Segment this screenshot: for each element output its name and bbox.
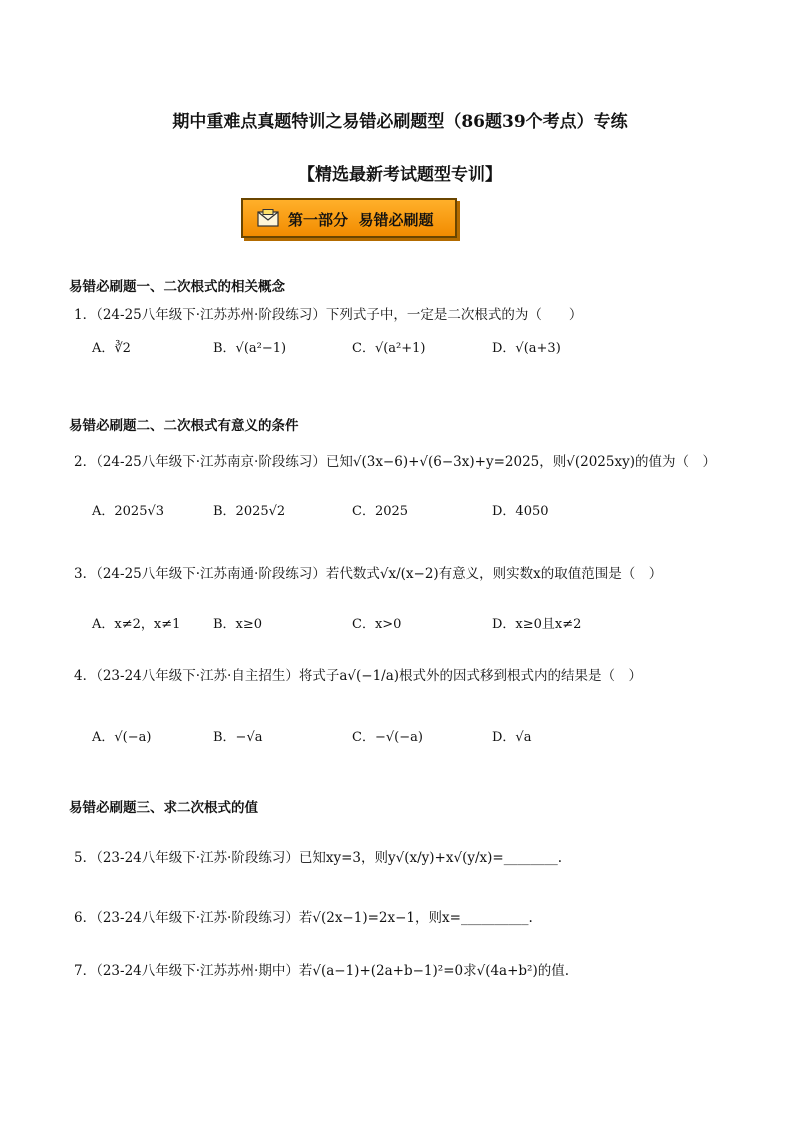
question-number: 1． [74, 307, 97, 323]
question-source: （23-24八年级下·江苏·阶段练习） [96, 850, 299, 866]
option-c [352, 337, 426, 356]
option-text: A．√(−a) [92, 730, 152, 745]
question-source: （24-25八年级下·江苏苏州·阶段练习） [96, 307, 326, 323]
option-c [352, 613, 401, 632]
question-source: （23-24八年级下·江苏·阶段练习） [96, 910, 299, 926]
option-c [352, 726, 423, 745]
option-d [492, 500, 549, 519]
option-text: D．4050 [492, 504, 549, 519]
question-7 [74, 959, 569, 979]
question-stem: 若代数式√x/(x−2)有意义，则实数x的取值范围是（ ） [325, 566, 663, 582]
option-a [92, 613, 180, 632]
option-a [92, 500, 164, 519]
question-stem: 若√(a−1)+(2a+b−1)²=0求√(4a+b²)的值. [298, 963, 570, 979]
option-b [213, 337, 286, 356]
question-number: 6． [74, 910, 97, 926]
question-source: （24-25八年级下·江苏南京·阶段练习） [96, 454, 326, 470]
envelope-icon [257, 209, 279, 231]
option-text: D．√a [492, 730, 532, 745]
question-4 [74, 664, 642, 684]
page-subtitle: 【精选最新考试题型专训】 [298, 165, 502, 185]
option-a [92, 337, 131, 356]
page-title: 期中重难点真题特训之易错必刷题型（86题39个考点）专练 [172, 112, 628, 132]
option-c [352, 500, 408, 519]
section-heading-1: 易错必刷题一、二次根式的相关概念 [69, 279, 285, 295]
option-d [492, 337, 561, 356]
option-d [492, 726, 531, 745]
option-text: C．2025 [352, 504, 409, 519]
question-number: 7． [74, 963, 97, 979]
section-heading-3: 易错必刷题三、求二次根式的值 [69, 800, 258, 816]
question-number: 3． [74, 566, 97, 582]
question-number: 4． [74, 668, 97, 684]
question-number: 5． [74, 850, 97, 866]
option-text: C．x>0 [352, 617, 402, 632]
option-b [213, 613, 262, 632]
question-source: （23-24八年级下·江苏苏州·期中） [96, 963, 299, 979]
option-a [92, 726, 151, 745]
section-heading-2: 易错必刷题二、二次根式有意义的条件 [69, 418, 299, 434]
option-text: A．x≠2，x≠1 [92, 617, 181, 632]
question-stem: 若√(2x−1)=2x−1，则x=__________. [298, 910, 533, 926]
question-stem: 下列式子中，一定是二次根式的为（ ） [325, 307, 583, 323]
option-text: B．2025√2 [213, 504, 286, 519]
option-text: B．√(a²−1) [213, 341, 287, 356]
question-number: 2． [74, 454, 97, 470]
question-1 [74, 303, 582, 323]
option-text: C．√(a²+1) [352, 341, 426, 356]
question-stem: 已知xy=3，则y√(x/y)+x√(y/x)=________. [298, 850, 563, 866]
question-6 [74, 906, 533, 926]
question-stem: 已知√(3x−6)+√(6−3x)+y=2025，则√(2025xy)的值为（ ） [325, 454, 716, 470]
question-source: （24-25八年级下·江苏南通·阶段练习） [96, 566, 326, 582]
option-text: B．−√a [213, 730, 263, 745]
question-5 [74, 846, 562, 866]
option-text: C．−√(−a) [352, 730, 423, 745]
question-3 [74, 562, 662, 582]
option-b [213, 500, 285, 519]
option-text: D．√(a+3) [492, 341, 561, 356]
question-2 [74, 450, 716, 470]
banner-label: 第一部分 易错必刷题 [288, 211, 434, 229]
question-stem: 将式子a√(−1/a)根式外的因式移到根式内的结果是（ ） [298, 668, 643, 684]
option-b [213, 726, 262, 745]
question-source: （23-24八年级下·江苏·自主招生） [96, 668, 299, 684]
option-text: A．2025√3 [92, 504, 165, 519]
option-text: D．x≥0且x≠2 [492, 617, 582, 632]
option-d [492, 613, 581, 632]
section-banner [241, 198, 457, 238]
option-text: B．x≥0 [213, 617, 263, 632]
option-text: A．∛2 [92, 341, 131, 356]
